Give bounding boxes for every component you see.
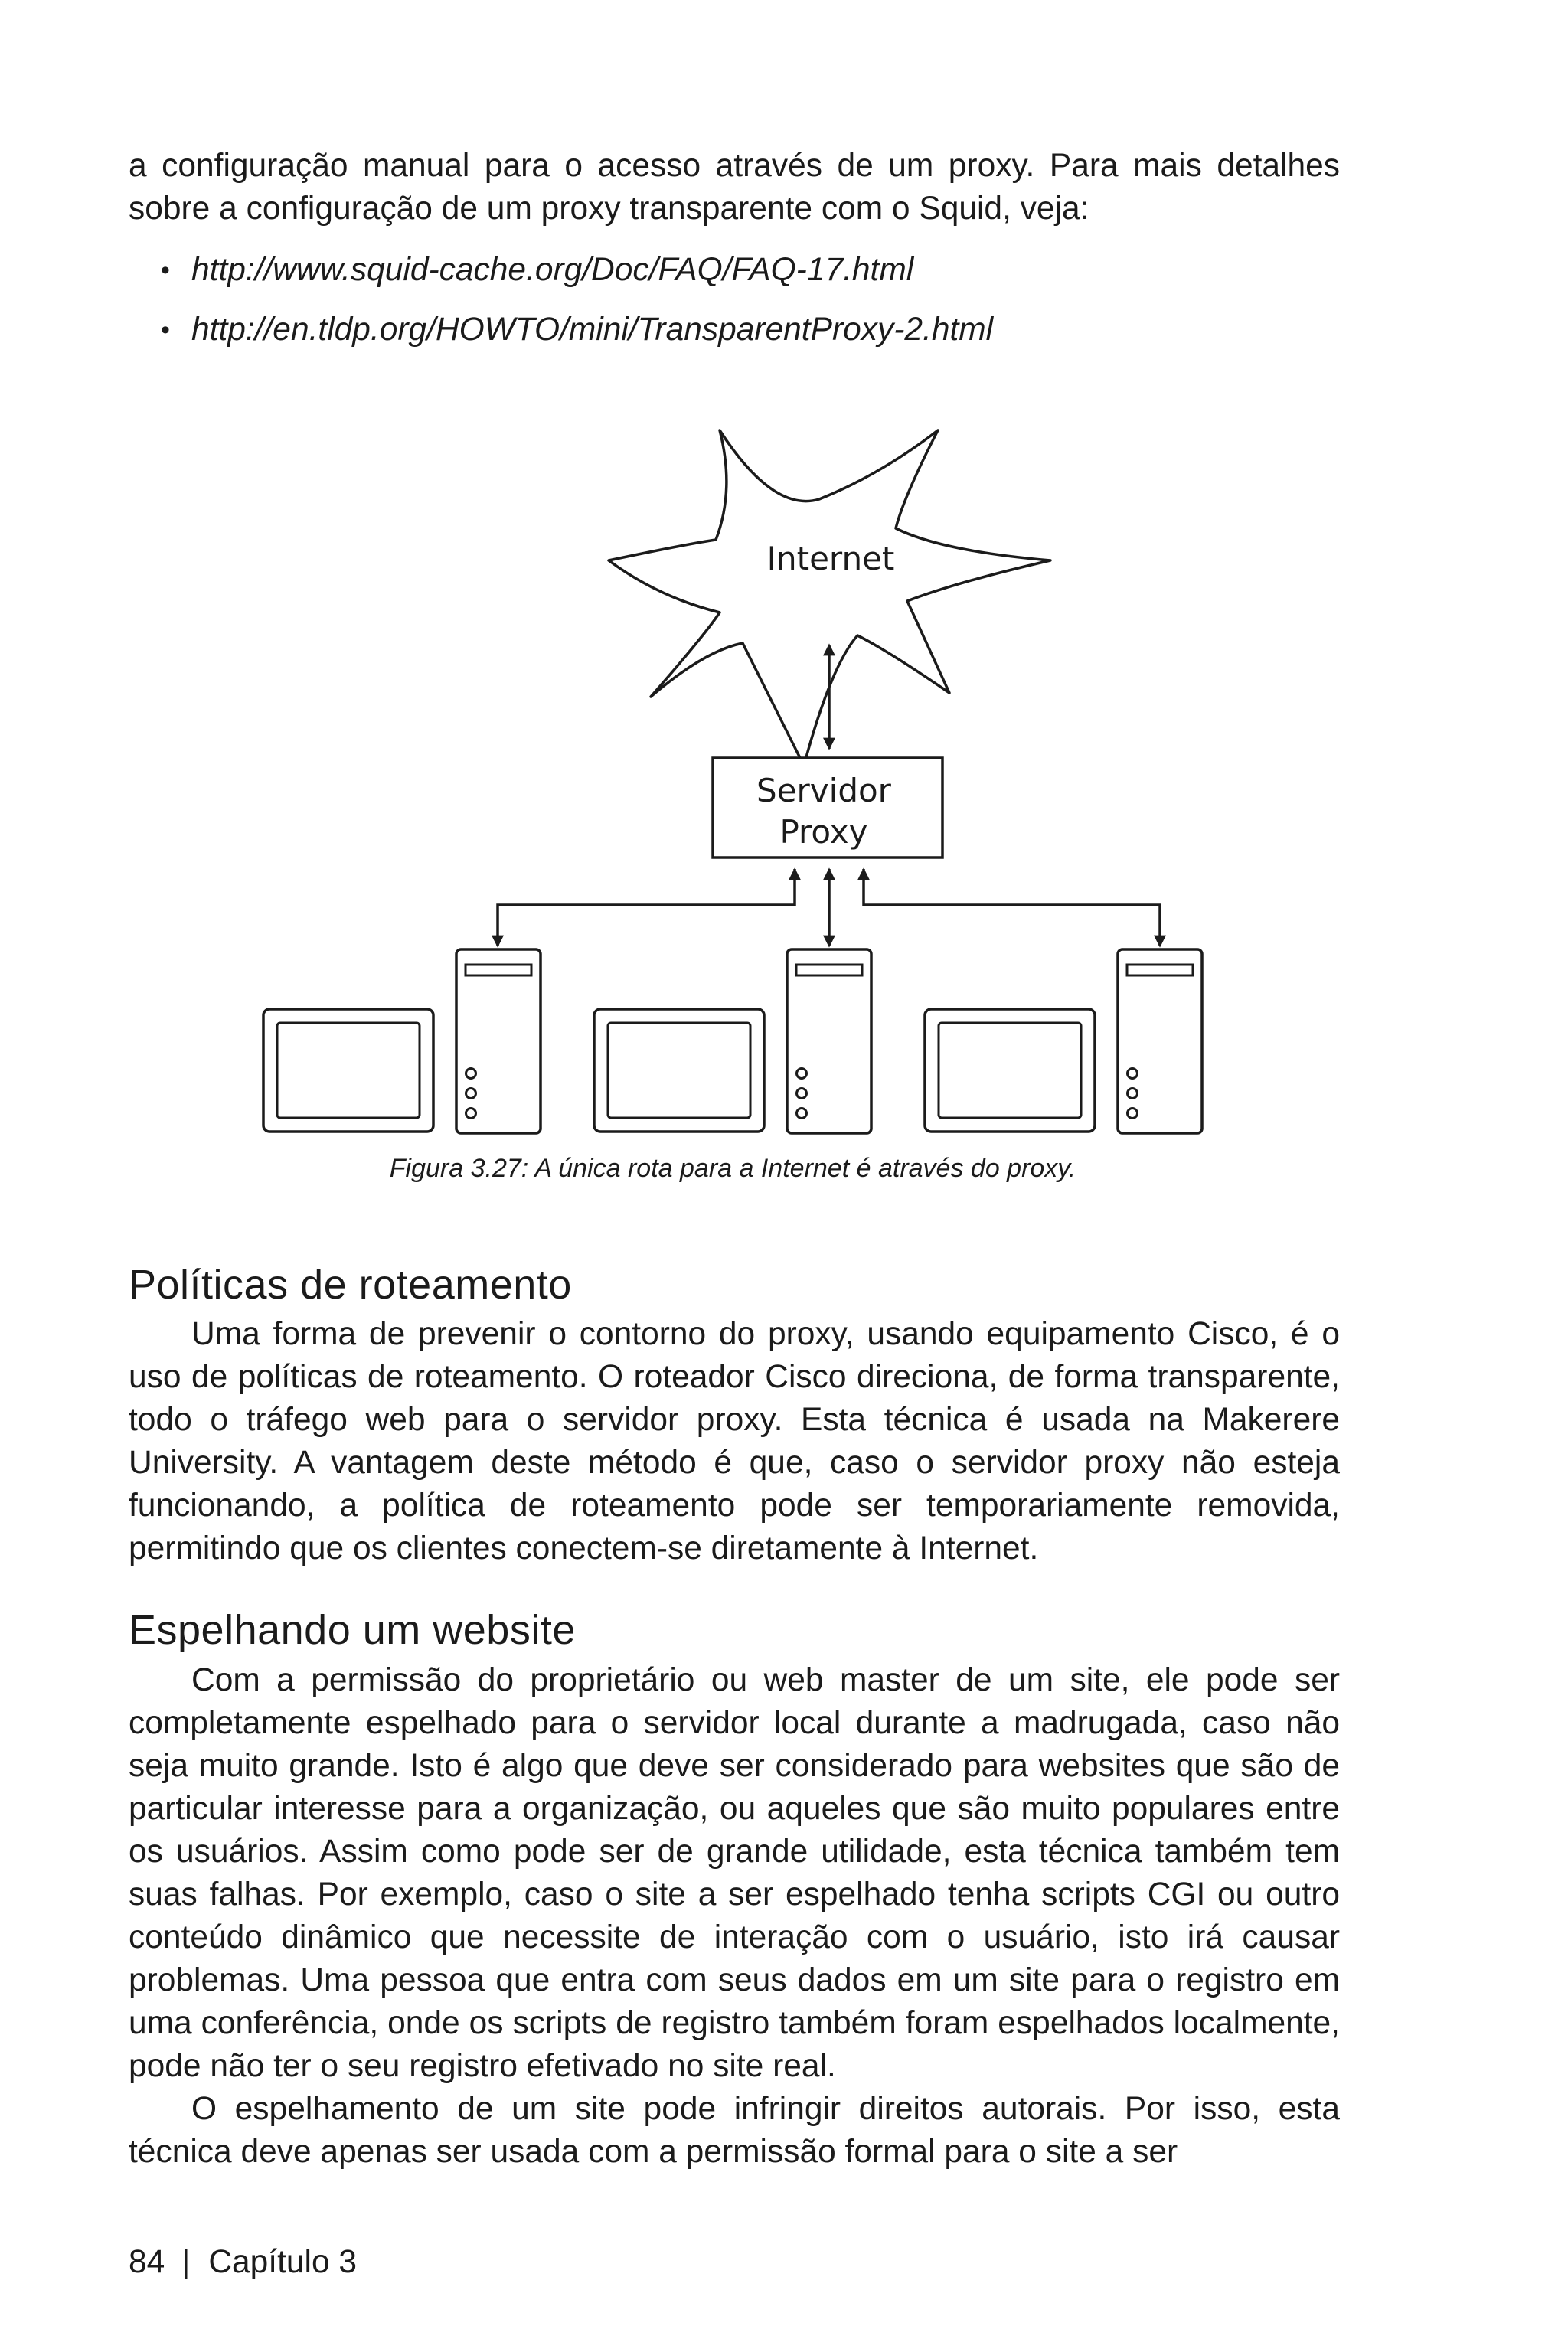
bullet-icon: • — [161, 315, 170, 345]
proxy-label-line2: Proxy — [779, 813, 868, 851]
page-footer — [129, 2241, 357, 2284]
proxy-label-line1: Servidor — [756, 772, 891, 809]
intro-text: a configuração manual para o acesso através de um proxy. Para mais detalhes sobre a configuração de um proxy transparente com o Squid, veja: — [129, 148, 1340, 227]
section-heading-routing-policies: Políticas de roteamento — [129, 1262, 572, 1308]
monitor-icon — [594, 1009, 764, 1132]
client1-proxy-connection — [498, 869, 795, 946]
server-tower-icon — [456, 949, 541, 1133]
chapter-label: Capítulo 3 — [208, 2244, 358, 2280]
server-tower-icon — [1118, 949, 1202, 1133]
workstation-1 — [263, 949, 541, 1133]
workstation-2 — [594, 949, 871, 1133]
section-body-mirroring — [129, 1659, 1340, 2174]
paragraph: Uma forma de prevenir o contorno do proxy, usando equipamento Cisco, é o uso de políticas de roteamento. O roteador Cisco direciona, de forma transparente, todo o tráfego web para o servidor proxy. Esta técnica é usada na Makerere University. A vantagem deste método é que, caso o servidor proxy não esteja funcionando, a política de roteamento pode ser temporariamente removida, permitindo que os clientes conectem-se diretamente à Internet. — [129, 1316, 1340, 1566]
paragraph: O espelhamento de um site pode infringir direitos autorais. Por isso, esta técnica deve apenas ser usada com a permissão formal para o site a ser — [129, 2091, 1340, 2170]
workstation-3 — [925, 949, 1202, 1133]
monitor-icon — [263, 1009, 433, 1132]
bullet-icon: • — [161, 256, 170, 285]
paragraph: Com a permissão do proprietário ou web master de um site, ele pode ser completamente espelhado para o servidor local durante a madrugada, caso não seja muito grande. Isto é algo que deve ser considerado para websites que são de particular interesse para a organização, ou aqueles que são muito populares entre os usuários. Assim como pode ser de grande utilidade, esta técnica também tem suas falhas. Por exemplo, caso o site a ser espelhado tenha scripts CGI ou outro conteúdo dinâmico que necessite de interação com o usuário, isto irá causar problemas. Uma pessoa que entra com seus dados em um site para o registro em uma conferência, onde os scripts de registro também foram espelhados localmente, pode não ter o seu registro efetivado no site real. — [129, 1662, 1340, 2084]
client3-proxy-connection — [864, 869, 1160, 946]
squid-faq-link[interactable]: http://www.squid-cache.org/Doc/FAQ/FAQ-17.html — [191, 252, 914, 288]
internet-label: Internet — [766, 540, 895, 577]
monitor-icon — [925, 1009, 1095, 1132]
page-number: 84 — [129, 2244, 165, 2280]
server-tower-icon — [787, 949, 871, 1133]
tldp-howto-link[interactable]: http://en.tldp.org/HOWTO/mini/TransparentProxy-2.html — [191, 312, 994, 348]
section-body-routing-policies — [129, 1313, 1340, 1570]
section-heading-mirroring: Espelhando um website — [129, 1607, 576, 1653]
footer-separator: | — [181, 2244, 191, 2280]
figure-caption: Figura 3.27: A única rota para a Internet é através do proxy. — [389, 1154, 1076, 1183]
